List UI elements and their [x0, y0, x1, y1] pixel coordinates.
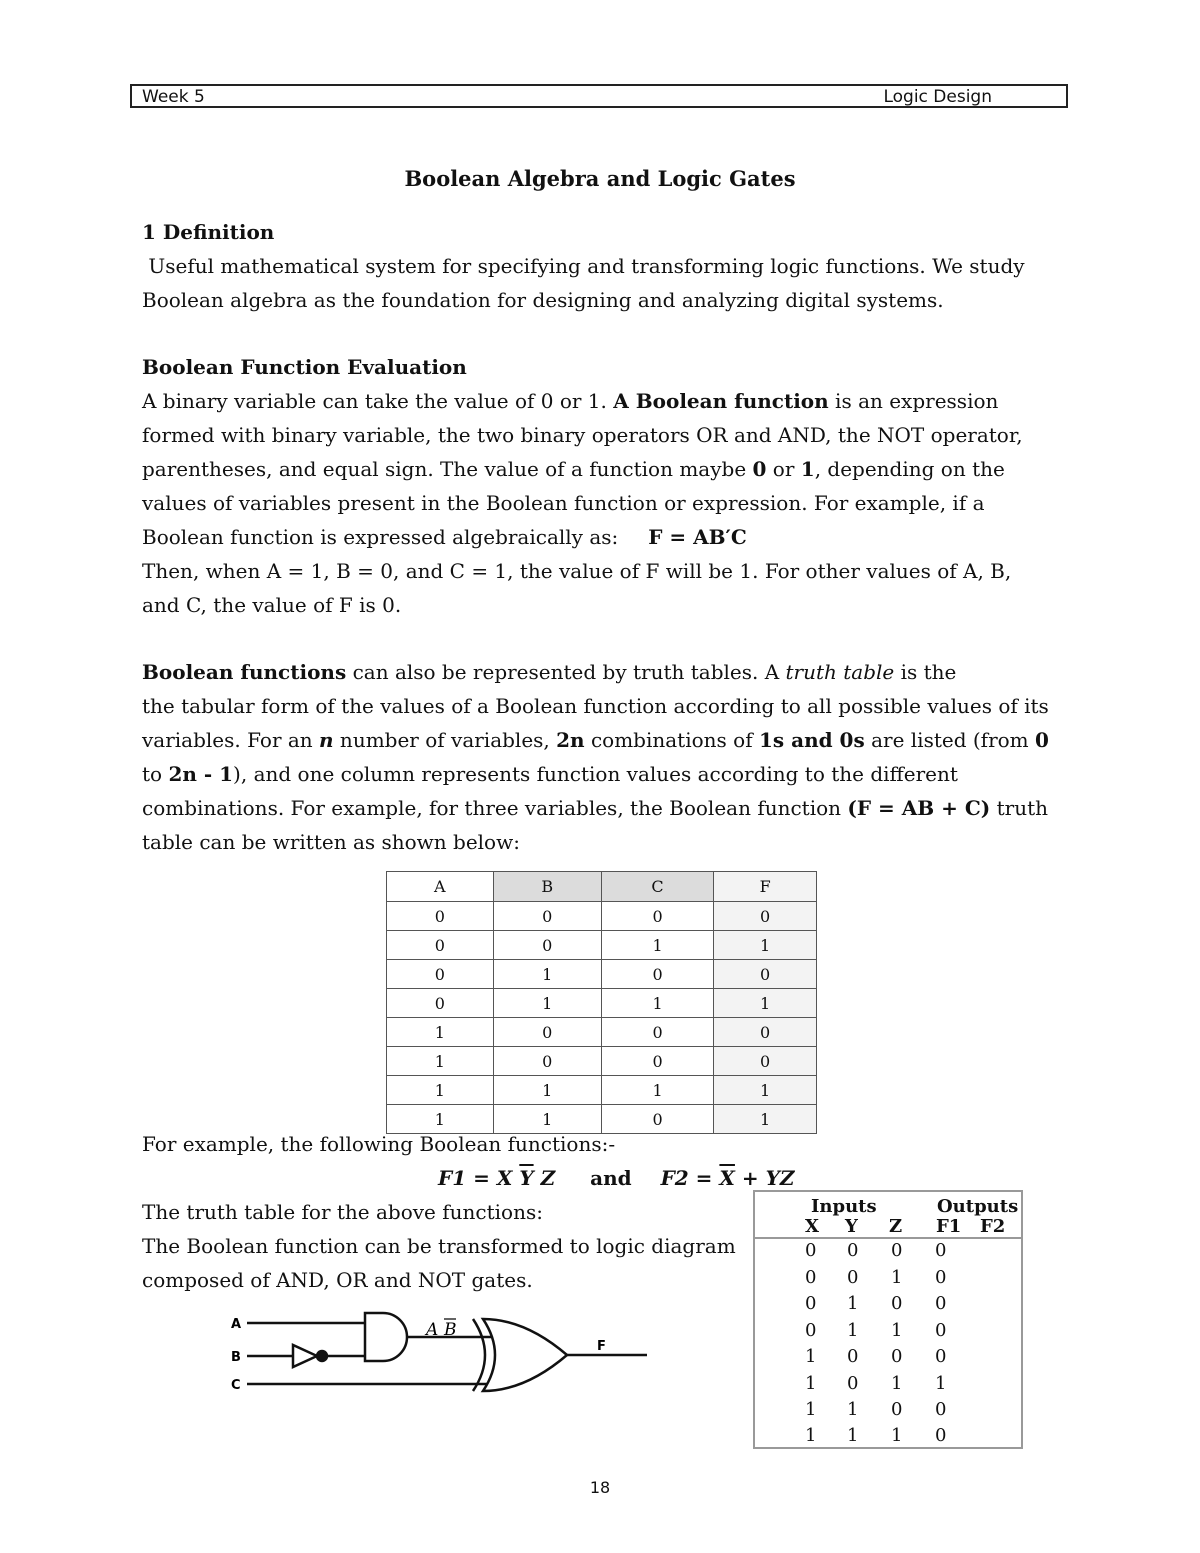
table-cell: 0	[714, 960, 817, 989]
table-cell: 0	[805, 1320, 817, 1341]
column-header: X	[805, 1216, 819, 1237]
header-divider	[755, 1237, 1021, 1239]
table-cell: 1	[493, 960, 601, 989]
table-cell: 1	[387, 1047, 494, 1076]
table-row	[755, 1425, 1021, 1452]
table-row	[755, 1399, 1021, 1426]
column-header: A	[387, 872, 494, 902]
table-cell: 0	[935, 1267, 947, 1288]
document-title: Boolean Algebra and Logic Gates	[404, 166, 796, 191]
page-number: 18	[589, 1478, 611, 1497]
table-cell: 1	[714, 1076, 817, 1105]
table-row	[755, 1373, 1021, 1400]
section-evaluation-heading: Boolean Function Evaluation	[142, 355, 467, 379]
table-cell: 0	[387, 931, 494, 960]
definition-line-2: Boolean algebra as the foundation for designing and analyzing digital systems.	[142, 288, 944, 312]
table-cell: 0	[601, 1105, 713, 1134]
table-cell: 0	[935, 1240, 947, 1261]
table-cell: 0	[601, 1047, 713, 1076]
evaluation-line-4: values of variables present in the Boolean function or expression. For example, if a	[142, 491, 985, 515]
header-course: Logic Design	[883, 87, 992, 107]
section-definition-heading: 1 Definition	[142, 220, 275, 244]
table-cell: 0	[935, 1399, 947, 1420]
column-header: F1	[936, 1216, 962, 1237]
table-cell: 0	[714, 1018, 817, 1047]
table-row	[755, 1293, 1021, 1320]
column-header: F	[714, 872, 817, 902]
table-cell: 0	[847, 1240, 859, 1261]
table-row	[387, 960, 817, 989]
table-cell: 0	[493, 931, 601, 960]
and-gate	[365, 1313, 407, 1361]
not-gate-triangle	[293, 1345, 317, 1367]
table-cell: 1	[891, 1373, 903, 1394]
truth-table-line-3: variables. For an n number of variables, 2n combinations of 1s and 0s are listed (from 0	[142, 728, 1049, 752]
table-cell: 0	[891, 1240, 903, 1261]
label-f: F	[597, 1339, 606, 1354]
table-row	[387, 1047, 817, 1076]
truth-table-line-6: table can be written as shown below:	[142, 830, 520, 854]
table-cell: 0	[387, 902, 494, 931]
table-cell: 1	[847, 1293, 859, 1314]
table-cell: 0	[387, 989, 494, 1018]
logic-diagram-line-2: composed of AND, OR and NOT gates.	[142, 1268, 533, 1292]
table-row	[387, 902, 817, 931]
label-a: A	[231, 1317, 242, 1332]
table-cell: 1	[493, 1105, 601, 1134]
table-cell: 0	[935, 1425, 947, 1446]
table-row	[387, 1076, 817, 1105]
table-cell: 0	[387, 960, 494, 989]
table-cell: 0	[805, 1293, 817, 1314]
table-cell: 0	[601, 1018, 713, 1047]
label-b: B	[231, 1350, 241, 1365]
table-row	[755, 1320, 1021, 1347]
table-cell: 1	[387, 1018, 494, 1047]
label-ab-b: B	[444, 1320, 457, 1340]
table-cell: 1	[805, 1399, 817, 1420]
truth-table-xyz	[753, 1190, 1023, 1449]
table-cell: 0	[493, 1047, 601, 1076]
table-cell: 1	[714, 1105, 817, 1134]
table-cell: 1	[805, 1425, 817, 1446]
page-header	[130, 84, 1068, 108]
table-row	[755, 1346, 1021, 1373]
evaluation-line-3: parentheses, and equal sign. The value of a function maybe 0 or 1, depending on the	[142, 457, 1005, 481]
table-cell: 1	[601, 931, 713, 960]
table-cell: 1	[805, 1346, 817, 1367]
functions-example-line: For example, the following Boolean functions:-	[142, 1132, 616, 1156]
label-c: C	[231, 1378, 241, 1393]
not-gate-bubble	[317, 1351, 327, 1361]
evaluation-line-6: Then, when A = 1, B = 0, and C = 1, the value of F will be 1. For other values of A, B,	[142, 559, 1012, 583]
table-cell: 0	[935, 1320, 947, 1341]
table-cell: 1	[847, 1425, 859, 1446]
table-cell: 0	[714, 902, 817, 931]
table-cell: 1	[891, 1320, 903, 1341]
table-cell: 0	[891, 1346, 903, 1367]
table-cell: 0	[714, 1047, 817, 1076]
table-cell: 0	[493, 1018, 601, 1047]
column-header: Z	[889, 1216, 903, 1237]
table-row	[387, 931, 817, 960]
truth-table-line-4: to 2n - 1), and one column represents function values according to the different	[142, 762, 958, 786]
logic-diagram-line-1: The Boolean function can be transformed to logic diagram	[142, 1234, 736, 1258]
outputs-group-header: Outputs	[937, 1196, 1019, 1217]
header-week: Week 5	[142, 87, 205, 107]
table-cell: 1	[714, 931, 817, 960]
table-cell: 1	[847, 1399, 859, 1420]
truth-table-line-1: Boolean functions can also be represented by truth tables. A truth table is the	[142, 660, 957, 684]
table-cell: 0	[891, 1293, 903, 1314]
table-cell: 1	[714, 989, 817, 1018]
formula-f1-f2: F1 = X $\overline{Y}$ Z and $F2 = \overline{X}$ + YZ	[438, 1166, 795, 1190]
table-cell: 0	[805, 1267, 817, 1288]
truth-table-abc	[386, 871, 817, 1134]
label-ab-a: A	[426, 1320, 439, 1340]
table-cell: 1	[387, 1105, 494, 1134]
logic-gate-diagram	[225, 1305, 655, 1405]
truth-table-line-2: the tabular form of the values of a Boolean function according to all possible values of its	[142, 694, 1049, 718]
table-cell: 0	[935, 1293, 947, 1314]
table-cell: 0	[847, 1267, 859, 1288]
table-cell: 1	[493, 1076, 601, 1105]
column-header: B	[493, 872, 601, 902]
table-cell: 0	[601, 960, 713, 989]
inputs-group-header: Inputs	[811, 1196, 877, 1217]
table-header-row	[387, 872, 817, 902]
table-cell: 0	[847, 1346, 859, 1367]
or-gate	[483, 1319, 567, 1391]
truth-table-line-5: combinations. For example, for three variables, the Boolean function (F = AB + C) truth	[142, 796, 1048, 820]
evaluation-line-7: and C, the value of F is 0.	[142, 593, 402, 617]
definition-line-1: Useful mathematical system for specifying and transforming logic functions. We study	[142, 254, 1025, 278]
table-cell: 0	[493, 902, 601, 931]
table-cell: 1	[601, 1076, 713, 1105]
table-cell: 1	[493, 989, 601, 1018]
column-header: F2	[980, 1216, 1006, 1237]
table-row	[755, 1267, 1021, 1294]
table-cell: 1	[601, 989, 713, 1018]
table-cell: 1	[935, 1373, 947, 1394]
formula-f-abc: F = AB′C	[648, 525, 747, 549]
or-gate-back-curve	[473, 1319, 485, 1391]
evaluation-line-1: A binary variable can take the value of 0 or 1. A Boolean function is an expression	[142, 389, 999, 413]
column-header: Y	[845, 1216, 858, 1237]
table-cell: 1	[805, 1373, 817, 1394]
table-cell: 0	[935, 1346, 947, 1367]
table-row	[387, 1018, 817, 1047]
table-cell: 1	[891, 1425, 903, 1446]
table-row	[755, 1240, 1021, 1267]
evaluation-line-2: formed with binary variable, the two binary operators OR and AND, the NOT operator,	[142, 423, 1023, 447]
table-cell: 0	[601, 902, 713, 931]
table-cell: 0	[847, 1373, 859, 1394]
table-cell: 1	[891, 1267, 903, 1288]
table-cell: 1	[387, 1076, 494, 1105]
table-cell: 0	[891, 1399, 903, 1420]
table-cell: 1	[847, 1320, 859, 1341]
table-cell: 0	[805, 1240, 817, 1261]
evaluation-line-5: Boolean function is expressed algebraically as: F = AB′C	[142, 525, 747, 549]
table-row	[387, 989, 817, 1018]
column-header: C	[601, 872, 713, 902]
truth-table-intro: The truth table for the above functions:	[142, 1200, 543, 1224]
